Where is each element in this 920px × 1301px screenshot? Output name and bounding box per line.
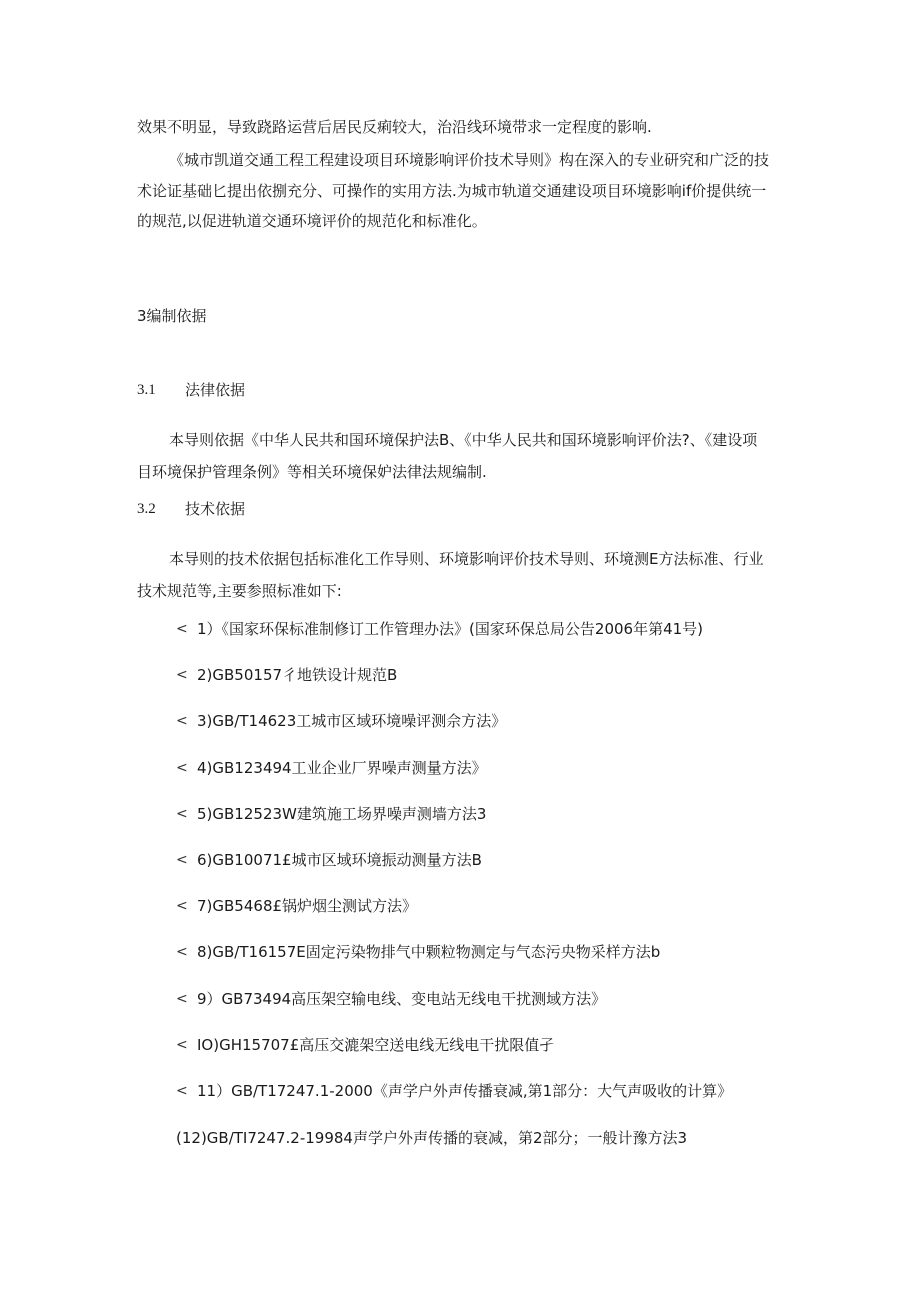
reference-bullet: < bbox=[176, 944, 188, 960]
reference-bullet: < bbox=[176, 667, 188, 683]
section-3-2-number: 3.2 bbox=[137, 501, 156, 517]
intro-line-3: 术论证基础匕提出依捌充分、可操作的实用方法.为城市轨道交通建设项目环境影响if价提供统一 bbox=[137, 182, 767, 200]
section-3-heading: 3编制依据 bbox=[137, 307, 207, 325]
reference-item-11: 11）GB/T17247.1-2000《声学户外声传播衰减,第1部分：大气声吸收的计算》 bbox=[197, 1082, 733, 1100]
reference-bullet: < bbox=[176, 806, 188, 822]
reference-bullet: < bbox=[176, 898, 188, 914]
reference-item-2: 2)GB50157彳地铁设计规范B bbox=[197, 666, 398, 684]
reference-item-9: 9）GB73494高压架空输电线、变电站无线电干扰测域方法》 bbox=[197, 990, 607, 1008]
section-3-2-title: 技术依据 bbox=[185, 500, 246, 518]
intro-line-1: 效果不明显，导致跷路运营后居民反痢较大，治沿线环境带求一定程度的影响. bbox=[137, 118, 652, 136]
reference-item-1: 1）《国家环保标准制修订工作管理办法》(国家环保总局公告2006年第41号) bbox=[197, 620, 704, 638]
reference-item-3: 3)GB/T14623工城市区域环境噪评测佘方法》 bbox=[197, 712, 507, 730]
reference-bullet: < bbox=[176, 713, 188, 729]
section-3-2-para-line-1: 本导则的技术依据包括标准化工作导则、环境影响评价技术导则、环境测E方法标准、行业 bbox=[169, 550, 764, 568]
reference-item-12: (12)GB/TI7247.2-19984声学户外声传播的衰减，第2部分；一般计豫方法3 bbox=[176, 1129, 688, 1147]
intro-line-4: 的规范,以促进轨道交通环境评价的规范化和标准化。 bbox=[137, 212, 487, 230]
reference-item-10: IO)GH15707£高压交漉架空送电线无线电干扰限值孑 bbox=[197, 1036, 555, 1054]
reference-bullet: < bbox=[176, 760, 188, 776]
reference-bullet: < bbox=[176, 1083, 188, 1099]
section-3-1-para-line-2: 目环境保护管理条例》等相关环境保妒法律法规编制. bbox=[137, 463, 487, 481]
reference-bullet: < bbox=[176, 1037, 188, 1053]
reference-item-8: 8)GB/T16157E固定污染物排气中颗粒物测定与气态污央物采样方法b bbox=[197, 943, 661, 961]
section-3-1-title: 法律依据 bbox=[185, 381, 246, 399]
reference-bullet: < bbox=[176, 852, 188, 868]
section-3-1-para-line-1: 本导则依据《中华人民共和国环境保护法B、《中华人民共和国环境影响评价法?、《建设项 bbox=[169, 431, 758, 449]
reference-item-4: 4)GB123494工业企业厂界噪声测量方法》 bbox=[197, 759, 487, 777]
section-3-1-number: 3.1 bbox=[137, 382, 156, 398]
reference-item-5: 5)GB12523W建筑施工场界噪声测墙方法3 bbox=[197, 805, 487, 823]
section-3-2-para-line-2: 技术规范等,主要参照标准如下: bbox=[137, 582, 342, 600]
reference-item-6: 6)GB10071£城市区域环境振动测量方法B bbox=[197, 851, 482, 869]
reference-item-7: 7)GB5468£锅炉烟尘测试方法》 bbox=[197, 897, 418, 915]
reference-bullet: < bbox=[176, 621, 188, 637]
intro-line-2: 《城市凯道交通工程工程建设项目环境影响评价技术导则》构在深入的专业研究和广泛的技 bbox=[169, 151, 770, 169]
reference-bullet: < bbox=[176, 991, 188, 1007]
